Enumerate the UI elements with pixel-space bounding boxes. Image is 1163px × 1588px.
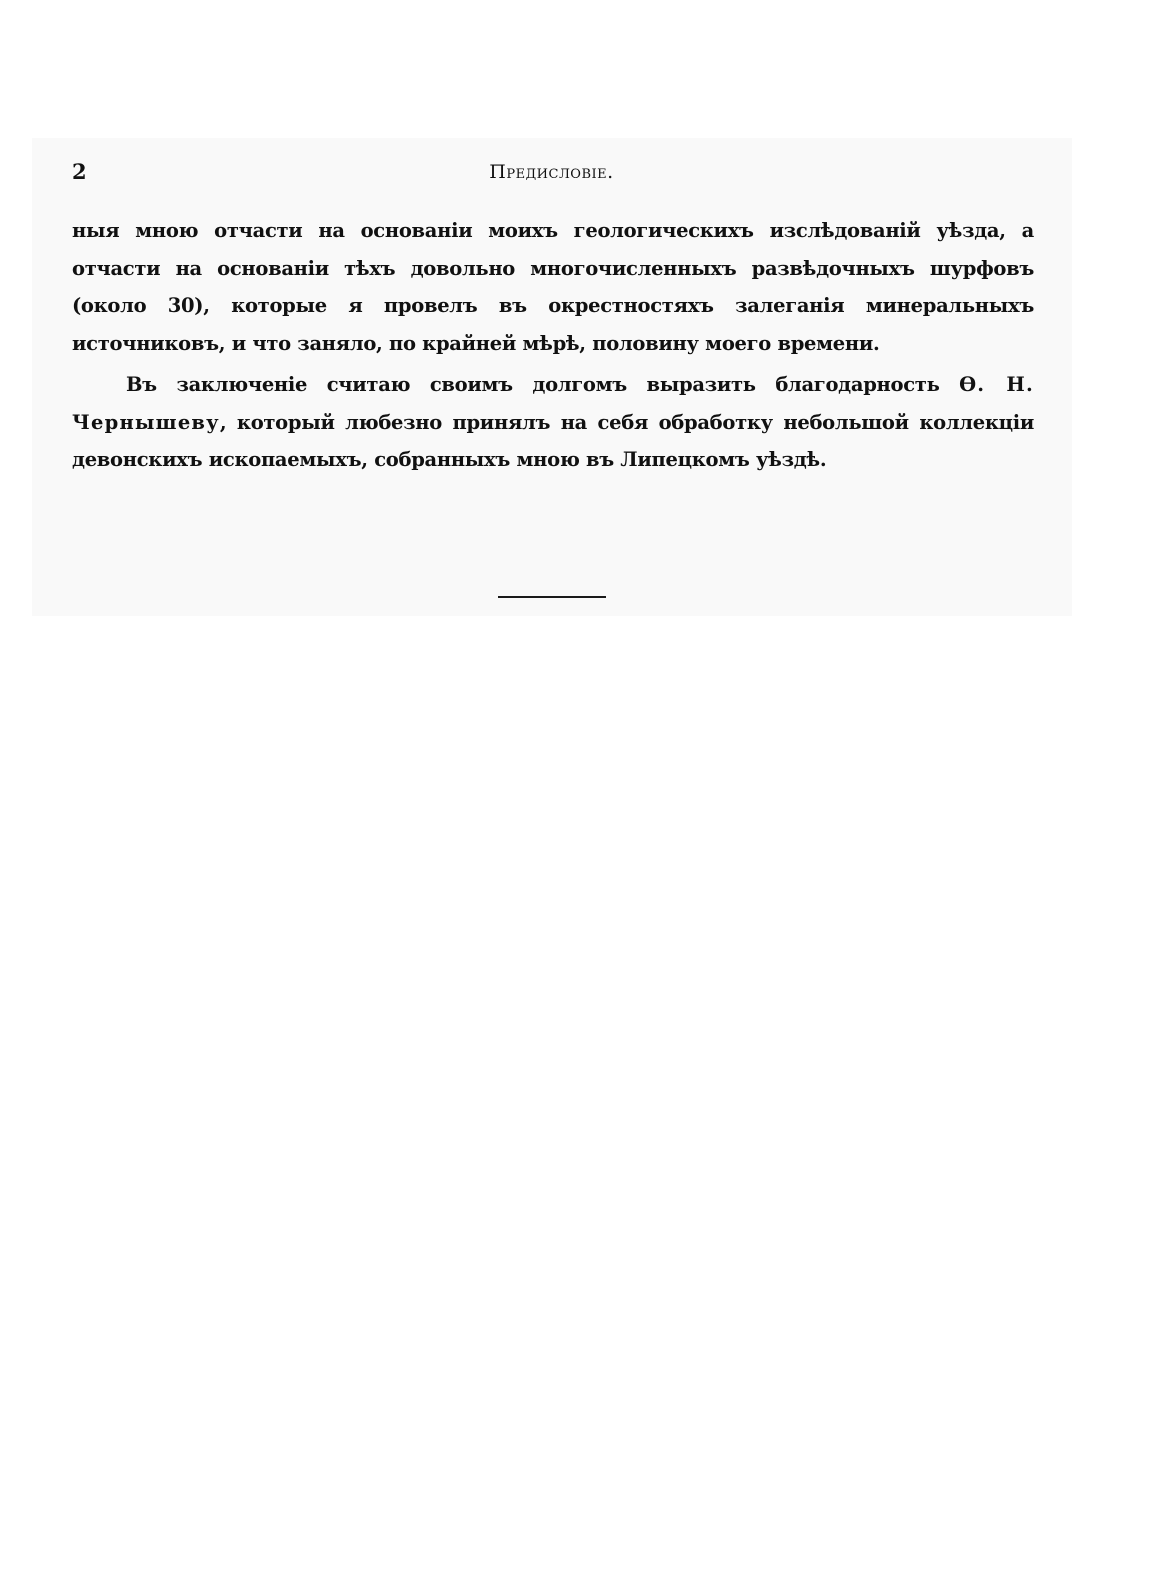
- paragraph-acknowledgement: [72, 366, 1034, 479]
- person-name: Ѳ. Н. Чернышеву: [72, 373, 1034, 434]
- section-end-rule: [498, 596, 606, 598]
- acknowledgement-text-start: Въ заключеніе считаю своимъ долгомъ выразить благодарность: [126, 373, 960, 396]
- acknowledgement-text-end: , который любезно принялъ на себя обработку небольшой коллекціи девонскихъ ископаемыхъ, собранныхъ мною въ Липецкомъ уѣздѣ.: [72, 410, 1034, 471]
- page-number: 2: [72, 159, 87, 184]
- page-body: [72, 212, 1034, 479]
- paragraph-continuation: ныя мною отчасти на основаніи моихъ геологическихъ изслѣдованій уѣзда, а отчасти на основаніи тѣхъ довольно многочисленныхъ развѣдочныхъ шурфовъ (около 30), которые я провелъ въ окрестностяхъ залеганія минеральныхъ источниковъ, и что заняло, по крайней мѣрѣ, половину моего времени.: [72, 219, 1034, 355]
- running-title: Предисловіе.: [489, 161, 614, 183]
